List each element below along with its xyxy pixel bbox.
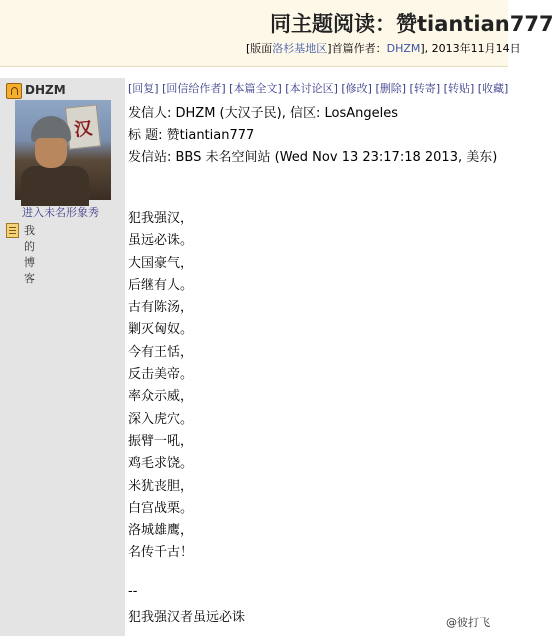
body-line: 后继有人。 — [128, 277, 194, 293]
body-line: 古有陈汤， — [128, 300, 194, 316]
signature: 犯我强汉者虽远必诛 — [128, 610, 246, 625]
action-edit[interactable]: 修改 — [345, 82, 368, 95]
body-line: 洛城雄鹰， — [128, 523, 194, 539]
subline-suffix: ], 2013年11月14日 — [420, 42, 521, 55]
body-line: 深入虎穴。 — [128, 411, 194, 427]
action-reply[interactable]: 回复 — [132, 82, 155, 95]
action-favorite[interactable]: 收藏 — [482, 82, 505, 95]
body-line: 反击美帝。 — [128, 367, 194, 383]
action-repost[interactable]: 转贴 — [447, 82, 470, 95]
banner-flag: 汉 — [65, 104, 101, 149]
action-full-text[interactable]: 本篇全文 — [233, 82, 278, 95]
site-line: 发信站: BBS 未名空间站 (Wed Nov 13 23:17:18 2013, 美东) — [128, 150, 498, 165]
visit-profile-link[interactable]: 进入未名形象秀 — [22, 206, 99, 219]
body-line: 犯我强汉， — [128, 211, 194, 226]
body-line: 今有王恬， — [128, 344, 194, 360]
body-line: 名传千古！ — [128, 545, 194, 561]
action-bar: [回复] [回信给作者] [本篇全文] [本讨论区] [修改] [删除] [转寄] [转贴] [收藏] — [128, 82, 509, 95]
title-line: 标 题: 赞tiantian777 — [128, 128, 255, 143]
first-author-link[interactable]: DHZM — [386, 42, 421, 55]
user-icon — [6, 83, 22, 99]
post-content — [128, 78, 508, 636]
subline-mid: ]首篇作者： — [327, 42, 387, 55]
action-reply-author[interactable]: 回信给作者 — [166, 82, 222, 95]
from-line: 发信人: DHZM (大汉子民), 信区: LosAngeles — [128, 106, 398, 121]
body-line: 白宫战栗。 — [128, 500, 194, 516]
watermark: @彼打飞 — [446, 616, 490, 629]
thread-info — [246, 40, 521, 56]
action-forward[interactable]: 转寄 — [413, 82, 436, 95]
body-line: 振臂一吼， — [128, 433, 194, 449]
body-line: 虽远必诛。 — [128, 233, 194, 249]
body-line: 剿灭匈奴。 — [128, 322, 194, 338]
board-link[interactable]: 洛杉基地区 — [272, 42, 328, 55]
author-name[interactable]: DHZM — [25, 83, 66, 97]
signature-separator: -- — [128, 584, 138, 599]
body-line: 米犹丧胆， — [128, 478, 194, 494]
author-sidebar — [0, 78, 125, 636]
blog-link[interactable]: 我的博客 — [24, 224, 35, 285]
body-line: 鸡毛求饶。 — [128, 456, 194, 472]
action-delete[interactable]: 删除 — [379, 82, 402, 95]
page-header — [0, 0, 554, 67]
post-body — [128, 208, 193, 565]
subline-prefix: [版面 — [246, 42, 273, 55]
page-title: 同主题阅读：赞tiantian777 — [270, 12, 554, 36]
action-board[interactable]: 本讨论区 — [289, 82, 334, 95]
notebook-icon — [6, 223, 19, 238]
body-line: 大国豪气， — [128, 255, 194, 271]
body-line: 率众示威， — [128, 389, 194, 405]
avatar — [15, 100, 111, 200]
